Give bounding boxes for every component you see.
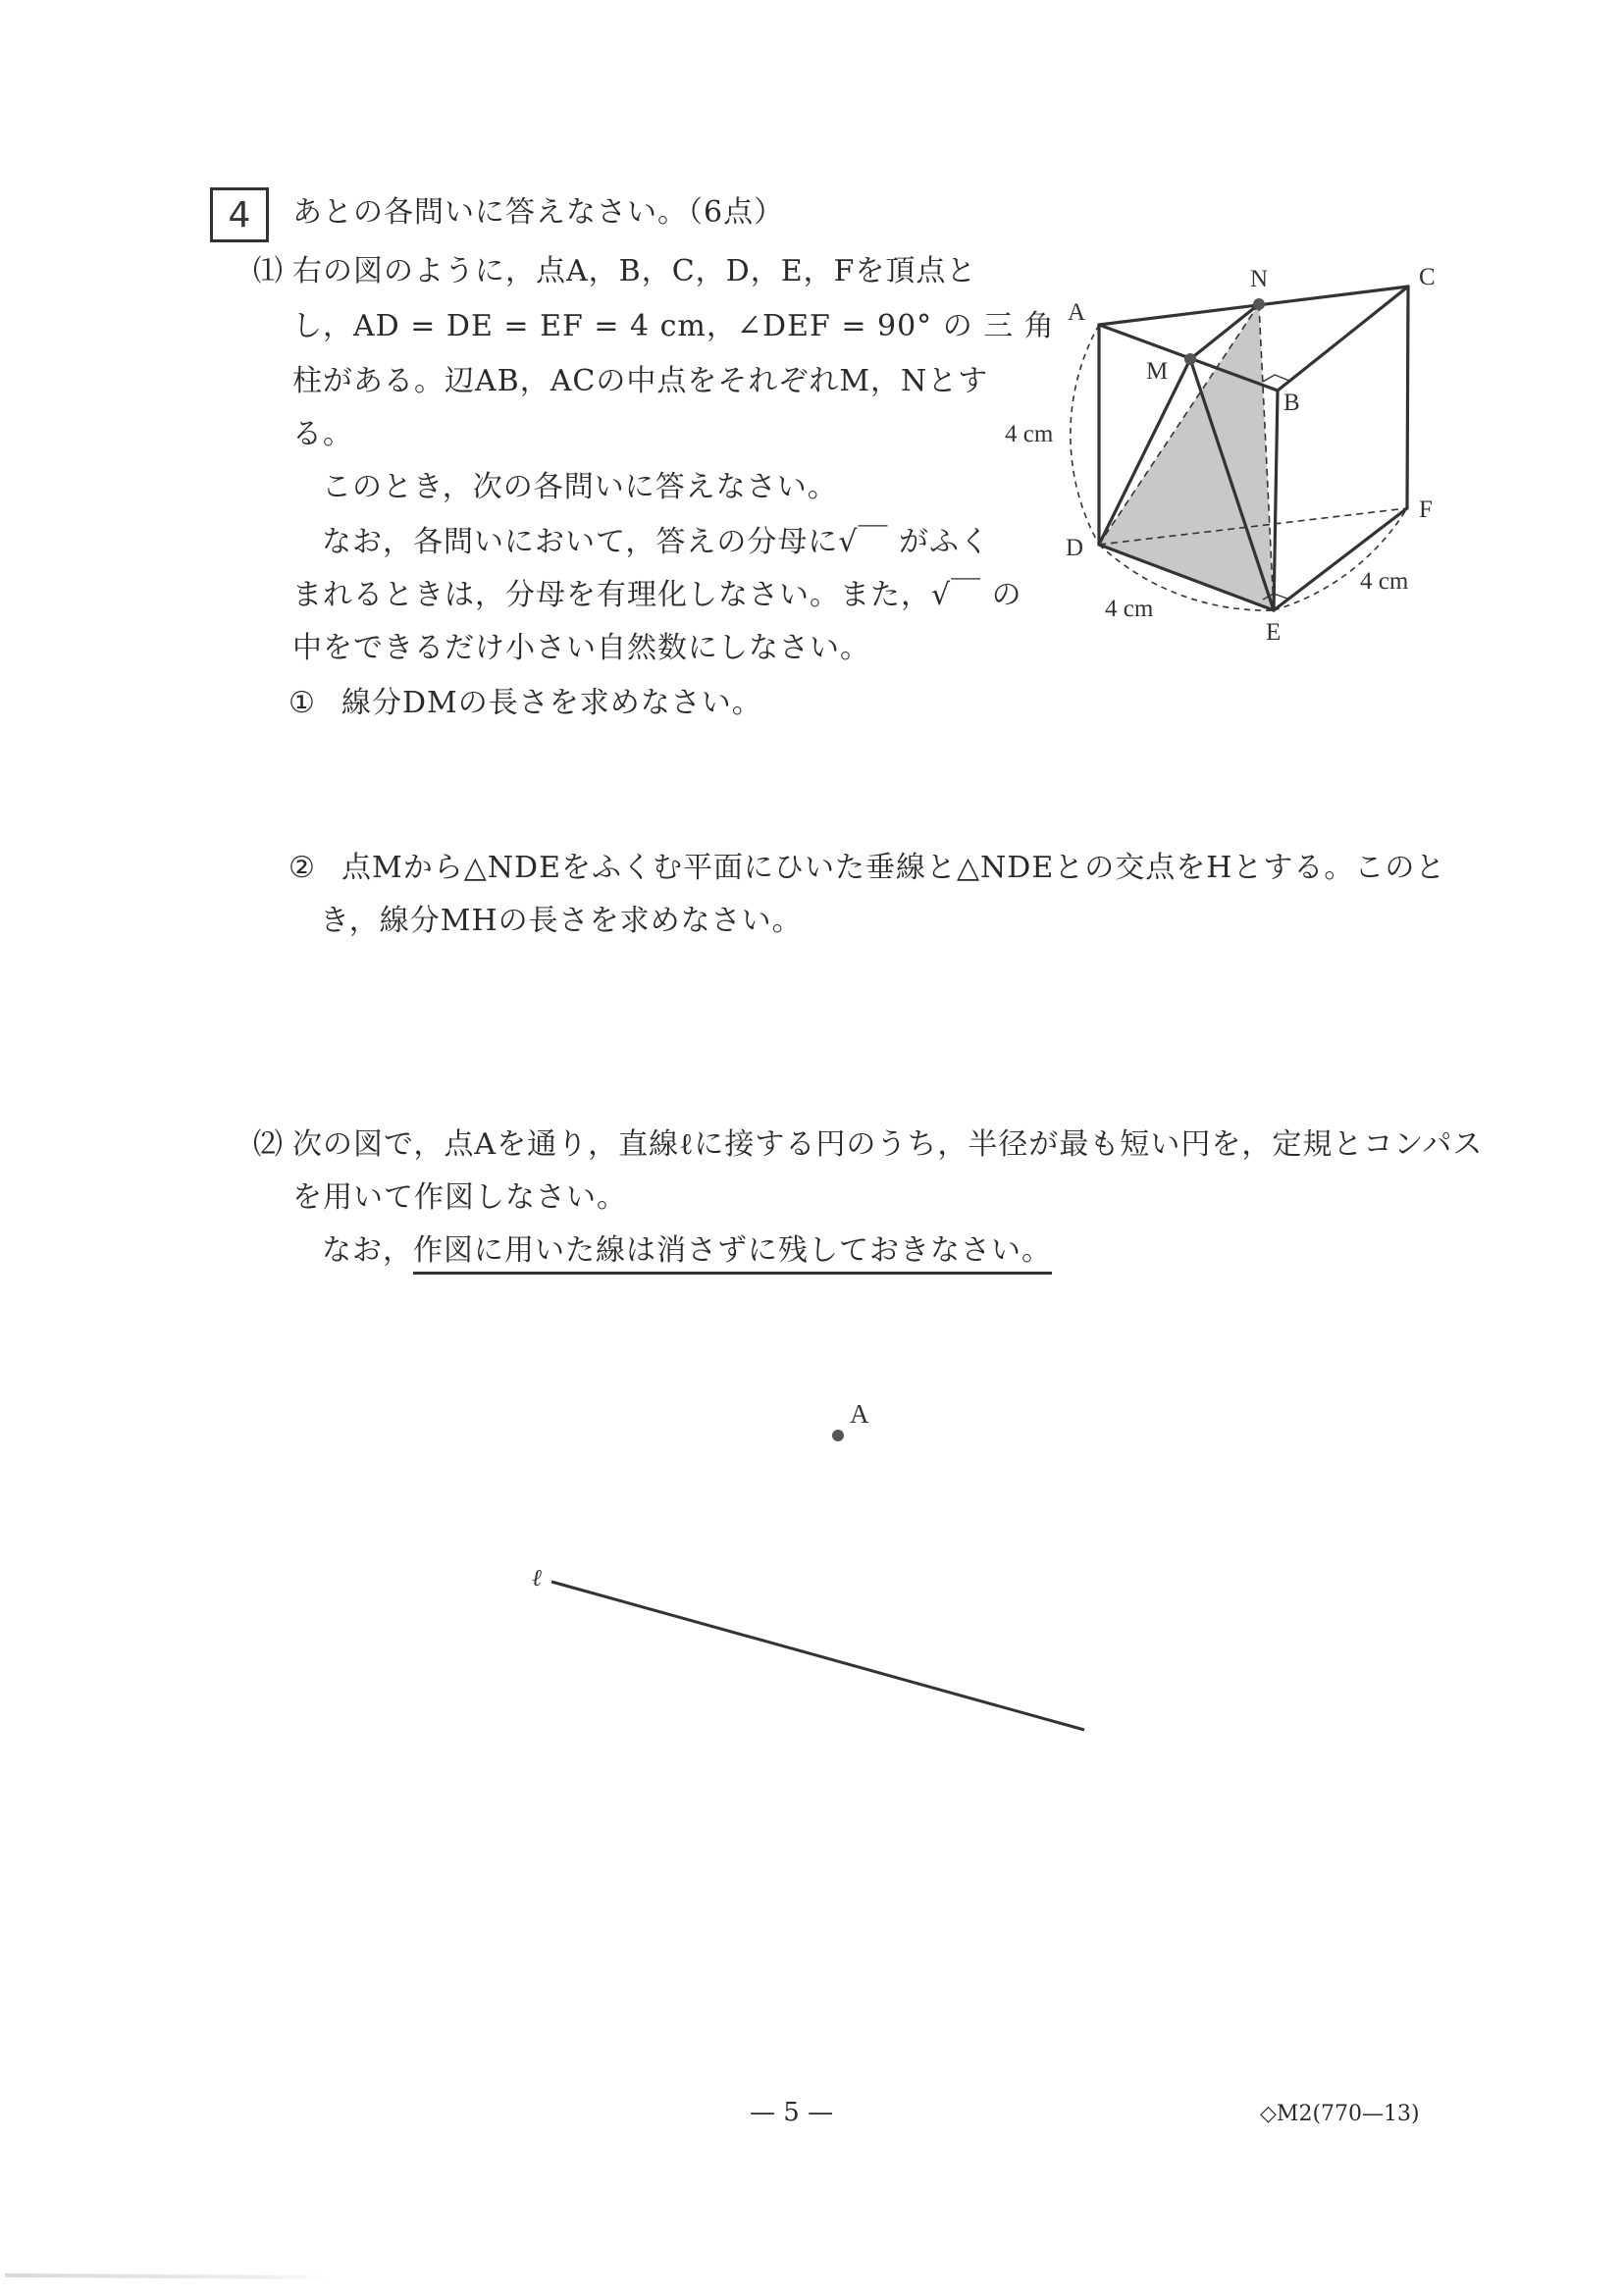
part1-note-line-2: まれるときは，分母を有理化しなさい。また，√￣ の [292, 578, 1022, 612]
part2-note-prefix: なお， [322, 1233, 413, 1268]
point-A-construction [832, 1430, 844, 1441]
question-1-text: 線分DMの長さを求めなさい。 [341, 686, 762, 720]
edge-BE [1274, 391, 1278, 610]
label-dim-AD: 4 cm [1005, 421, 1054, 447]
part1-line-4: る。 [292, 417, 353, 451]
point-M [1184, 353, 1196, 365]
label-N: N [1250, 266, 1269, 292]
part1-line-2: し，AD = DE = EF = 4 cm，∠DEF = 90° の 三 角 [292, 309, 1055, 343]
question-2-number: ② [288, 851, 316, 885]
right-angle-mark-B [1263, 375, 1289, 382]
label-A: A [1068, 299, 1086, 326]
exam-code: ◇M2(770—13) [1260, 2102, 1420, 2126]
label-dim-EF: 4 cm [1360, 568, 1409, 595]
label-B: B [1283, 390, 1300, 416]
page-number: — 5 — [750, 2098, 834, 2127]
part2-line-1: 次の図で，点Aを通り，直線ℓに接する円のうち，半径が最も短い円を，定規とコンパス [292, 1127, 1484, 1162]
label-point-A: A [850, 1399, 869, 1429]
part1-line-1: 右の図のように，点A，B，C，D，E，Fを頂点と [292, 254, 977, 288]
triangle-NDE-shaded [1099, 304, 1274, 610]
label-D: D [1066, 535, 1084, 561]
question-1-number: ① [288, 686, 316, 720]
edge-EF [1274, 508, 1407, 610]
problem-header: あとの各問いに答えなさい。（6点） [292, 195, 785, 230]
label-C: C [1419, 264, 1436, 290]
edge-BC [1278, 287, 1408, 391]
line-l [551, 1582, 1084, 1730]
edge-CF [1407, 287, 1408, 508]
label-dim-DE: 4 cm [1105, 596, 1154, 622]
part1-label: ⑴ [253, 254, 284, 288]
label-M: M [1146, 358, 1169, 385]
part1-instruction: このとき，次の各問いに答えなさい。 [322, 470, 838, 504]
question-2-line-2: き，線分MHの長さを求めなさい。 [320, 904, 803, 938]
part2-note-underlined: 作図に用いた線は消さずに残しておきなさい。 [413, 1233, 1052, 1275]
part2-label: ⑵ [253, 1127, 284, 1162]
arc-AD-dim [1071, 325, 1099, 545]
question-2-line-1: 点Mから△NDEをふくむ平面にひいた垂線と△NDEとの交点をHとする。このと [341, 851, 1446, 885]
label-F: F [1419, 496, 1433, 523]
part1-note-line-1: なお，各問いにおいて，答えの分母に√￣ がふく [322, 525, 991, 559]
part2-line-2: を用いて作図しなさい。 [292, 1180, 627, 1215]
construction-figure [532, 1399, 1084, 1730]
part1-line-3: 柱がある。辺AB，ACの中点をそれぞれM，Nとす [292, 364, 989, 398]
triangular-prism-figure [1005, 264, 1436, 646]
label-E: E [1266, 619, 1282, 646]
part1-note-line-3: 中をできるだけ小さい自然数にしなさい。 [292, 631, 870, 665]
label-line-l: ℓ [532, 1566, 542, 1592]
point-N [1253, 298, 1265, 310]
problem-number: 4 [228, 194, 251, 235]
